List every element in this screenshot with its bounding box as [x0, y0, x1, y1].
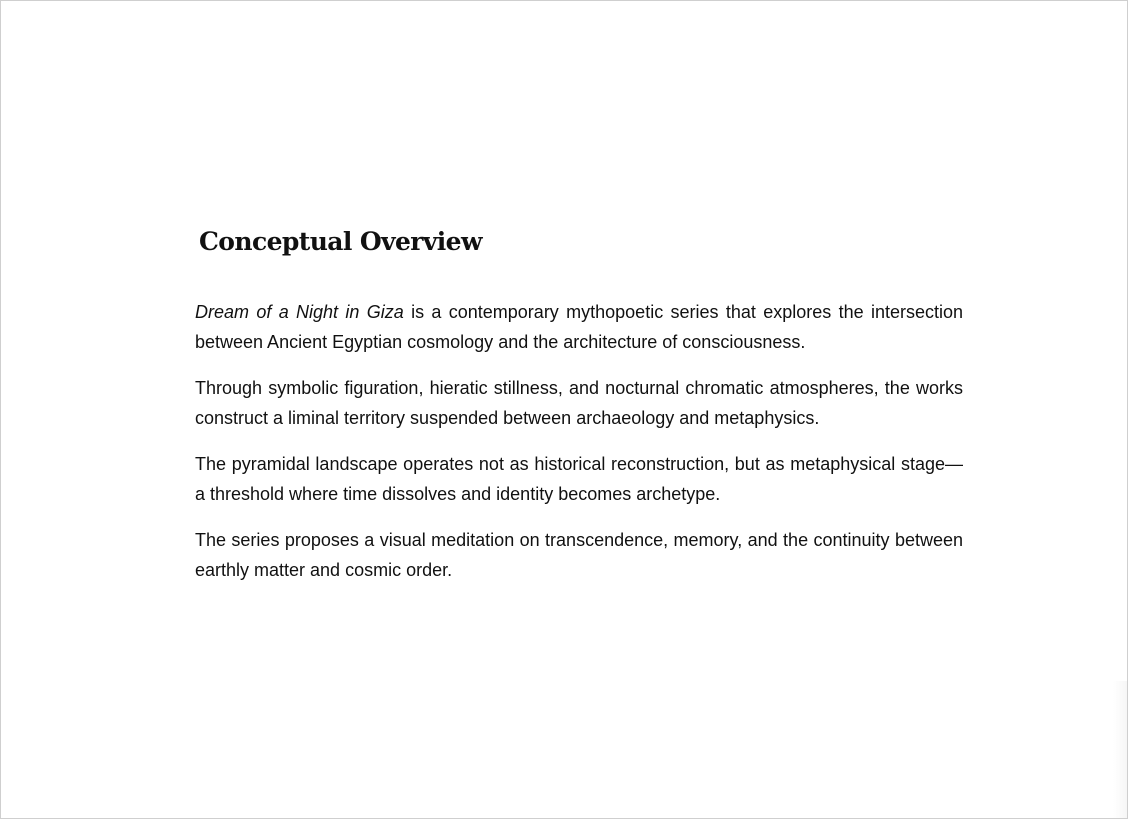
paragraph-text: is a contemporary mythopoetic series that explores the intersection between Ancient Egyptian cosmology and the architecture of consciousness. — [195, 302, 964, 352]
page-edge-shadow — [1113, 681, 1127, 818]
series-title: Dream of a Night in Giza — [195, 302, 404, 322]
overview-section — [195, 224, 963, 602]
paragraph-4: The series proposes a visual meditation on transcendence, memory, and the continuity between earthly matter and cosmic order. — [195, 530, 963, 580]
paragraph-3: The pyramidal landscape operates not as historical reconstruction, but as metaphysical stage—a threshold where time dissolves and identity becomes archetype. — [195, 454, 963, 504]
paragraph-1 — [195, 298, 963, 357]
section-title: Conceptual Overview — [199, 227, 482, 256]
paragraph-2: Through symbolic figuration, hieratic stillness, and nocturnal chromatic atmospheres, the works construct a liminal territory suspended between archaeology and metaphysics. — [195, 378, 963, 428]
